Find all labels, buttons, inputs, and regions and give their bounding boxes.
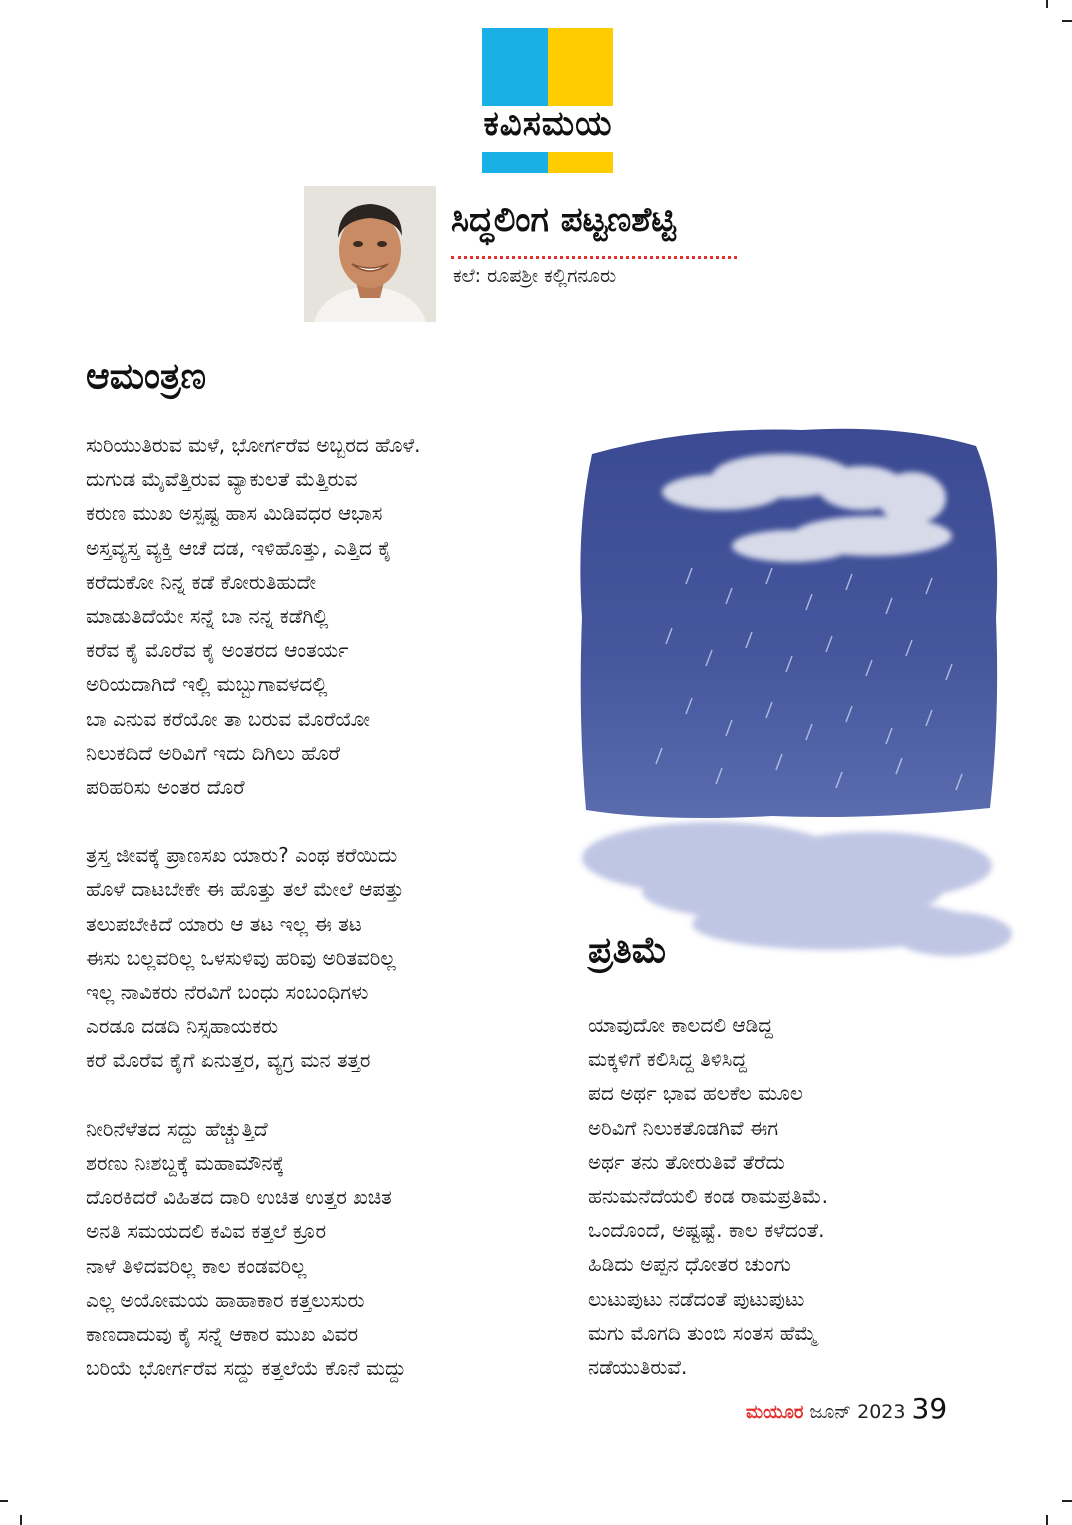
poem-line: ತ್ರಸ್ತ ಜೀವಕ್ಕೆ ಪ್ರಾಣಸಖ ಯಾರು? ಎಂಥ ಕರೆಯಿದು <box>86 843 398 868</box>
poem-line: ಕರೆದುಕೋ ನಿನ್ನ ಕಡೆ ಕೋರುತಿಹುದೇ <box>86 569 317 594</box>
section-logo <box>482 28 613 173</box>
poem-line: ಕಾಣದಾದುವು ಕೈ ಸನ್ನೆ ಆಕಾರ ಮುಖ ವಿವರ <box>86 1321 359 1346</box>
page-number: 39 <box>911 1392 948 1425</box>
author-name: ಸಿದ್ಧಲಿಂಗ ಪಟ್ಟಣಶೆಟ್ಟಿ <box>451 200 676 240</box>
poem-line: ಕರೆ ಮೊರೆವ ಕೈಗೆ ಏನುತ್ತರ, ವ್ಯಗ್ರ ಮನ ತತ್ತರ <box>86 1048 371 1073</box>
poem-line: ಅರಿವಿಗೆ ನಿಲುಕತೊಡಗಿವೆ ಈಗ <box>588 1115 779 1140</box>
poem-line: ದುಗುಡ ಮೈವೆತ್ತಿರುವ ವ್ಯಾಕುಲತೆ ಮೆತ್ತಿರುವ <box>86 467 358 492</box>
magazine-name: ಮಯೂರ <box>746 1402 804 1423</box>
rain-illustration <box>572 418 1020 973</box>
author-portrait <box>304 186 436 322</box>
poem-body <box>86 428 420 1385</box>
poem-line: ಹೊಳೆ ದಾಟಬೇಕೇ ಈ ಹೊತ್ತು ತಲೆ ಮೇಲೆ ಆಪತ್ತು <box>86 877 404 902</box>
poem-line: ಹನುಮನೆದೆಯಲಿ ಕಂಡ ರಾಮಪ್ರತಿಮೆ. <box>588 1183 828 1208</box>
rain-cloud-artwork <box>572 418 1020 973</box>
crop-mark <box>1062 1500 1072 1502</box>
poem-line: ತಲುಪಬೇಕಿದೆ ಯಾರು ಆ ತಟ ಇಲ್ಲ ಈ ತಟ <box>86 911 362 936</box>
poem-line: ಯಾವುದೋ ಕಾಲದಲಿ ಆಡಿದ್ದ <box>588 1013 773 1037</box>
poem-line: ನೀರಿನೆಳೆತದ ಸದ್ದು ಹೆಚ್ಚುತ್ತಿದೆ <box>86 1116 268 1141</box>
crop-mark <box>1046 1515 1048 1525</box>
poem-line: ಇಲ್ಲ ನಾವಿಕರು ನೆರವಿಗೆ ಬಂಧು ಸಂಬಂಧಿಗಳು <box>86 980 369 1004</box>
section-title: ಕವಿಸಮಯ <box>483 104 613 144</box>
poem-line: ನಾಳೆ ತಿಳಿದವರಿಲ್ಲ ಕಾಲ ಕಂಡವರಿಲ್ಲ <box>86 1253 307 1278</box>
poem-line: ಅರ್ಥ ತನು ತೋರುತಿವೆ ತೆರೆದು <box>588 1149 785 1174</box>
dotted-rule <box>451 256 737 259</box>
poem-line: ಮಾಡುತಿದೆಯೇ ಸನ್ನೆ ಬಾ ನನ್ನ ಕಡೆಗಿಲ್ಲಿ <box>86 603 329 628</box>
poem-title: ಆಮಂತ್ರಣ <box>86 356 207 397</box>
crop-mark <box>1046 0 1048 8</box>
poem-line: ಮಗು ಮೊಗದಿ ತುಂಬಿ ಸಂತಸ ಹೆಮ್ಮೆ <box>588 1320 817 1345</box>
crop-mark <box>0 1500 8 1502</box>
poem-line: ಶರಣು ನಿಃಶಬ್ದಕ್ಕೆ ಮಹಾಮೌನಕ್ಕೆ <box>86 1150 285 1175</box>
poem-line: ಹಿಡಿದು ಅಪ್ಪನ ಧೋತರ ಚುಂಗು <box>588 1252 791 1277</box>
logo-yellow-bar <box>548 152 613 173</box>
poem-line: ಈಸು ಬಲ್ಲವರಿಲ್ಲ ಒಳಸುಳಿವು ಹರಿವು ಅರಿತವರಿಲ್ಲ <box>86 945 396 970</box>
poem-line: ಪದ ಅರ್ಥ ಭಾವ ಹಲಕೆಲ ಮೂಲ <box>588 1081 803 1106</box>
poem-line: ಒಂದೊಂದೆ, ಅಷ್ಟಷ್ಟೆ. ಕಾಲ ಕಳೆದಂತೆ. <box>588 1218 825 1243</box>
poem-line: ನಿಲುಕದಿದೆ ಅರಿವಿಗೆ ಇದು ದಿಗಿಲು ಹೊರೆ <box>86 740 341 765</box>
poem-line: ಮಕ್ಕಳಿಗೆ ಕಲಿಸಿದ್ದ ತಿಳಿಸಿದ್ದ <box>588 1047 748 1072</box>
art-credit: ಕಲೆ: ರೂಪಶ್ರೀ ಕಲ್ಲಿಗನೂರು <box>453 265 617 287</box>
poem-title: ಪ್ರತಿಮೆ <box>588 930 668 971</box>
page-footer <box>746 1392 947 1425</box>
crop-mark <box>20 1515 22 1525</box>
poem-line: ಲುಟುಪುಟು ನಡೆದಂತೆ ಪುಟುಪುಟು <box>588 1286 805 1311</box>
poem-line: ಅಸ್ತವ್ಯಸ್ತ ವ್ಯಕ್ತಿ ಆಚೆ ದಡ, ಇಳಿಹೊತ್ತು, ಎತ್ತಿದ ಕೈ <box>86 535 392 560</box>
crop-mark <box>1062 20 1072 22</box>
poem-line: ನಡೆಯುತಿರುವೆ. <box>588 1354 688 1379</box>
poem-line: ಬರಿಯೆ ಭೋರ್ಗರೆವ ಸದ್ದು ಕತ್ತಲೆಯೆ ಕೊನೆ ಮದ್ದು <box>86 1356 407 1381</box>
poem-line: ಎಲ್ಲ ಅಯೋಮಯ ಹಾಹಾಕಾರ ಕತ್ತಲುಸುರು <box>86 1287 365 1312</box>
stanza-break <box>86 804 420 838</box>
logo-yellow-block <box>548 28 613 106</box>
poem-line: ಪರಿಹರಿಸು ಅಂತರ ದೊರೆ <box>86 774 245 799</box>
poem-line: ಅನತಿ ಸಮಯದಲಿ ಕವಿವ ಕತ್ತಲೆ ಕ್ರೂರ <box>86 1219 327 1244</box>
poem-line: ಸುರಿಯುತಿರುವ ಮಳೆ, ಭೋರ್ಗರೆವ ಅಬ್ಬರದ ಹೊಳೆ. <box>86 433 421 457</box>
poem-body <box>588 1008 828 1384</box>
poem-line: ಎರಡೂ ದಡದಿ ನಿಸ್ಸಹಾಯಕರು <box>86 1014 279 1039</box>
logo-blue-bar <box>482 152 548 173</box>
poem-line: ಕರೆವ ಕೈ ಮೊರೆವ ಕೈ ಅಂತರದ ಆಂತರ್ಯ <box>86 638 349 663</box>
poem-line: ಅರಿಯದಾಗಿದೆ ಇಲ್ಲಿ ಮಬ್ಬುಗಾವಳದಲ್ಲಿ <box>86 672 328 697</box>
stanza-break <box>86 1078 420 1112</box>
issue-date: ಜೂನ್ 2023 <box>809 1401 906 1423</box>
logo-blue-block <box>482 28 548 106</box>
poem-line: ದೊರಕಿದರೆ ವಿಹಿತದ ದಾರಿ ಉಚಿತ ಉತ್ತರ ಖಚಿತ <box>86 1185 392 1210</box>
poem-line: ಕರುಣ ಮುಖ ಅಸ್ಪಷ್ಟ ಹಾಸ ಮಿಡಿವಧರ ಆಭಾಸ <box>86 501 383 526</box>
portrait-illustration <box>304 186 436 322</box>
poem-line: ಬಾ ಎನುವ ಕರೆಯೋ ತಾ ಬರುವ ಮೊರೆಯೋ <box>86 706 370 731</box>
